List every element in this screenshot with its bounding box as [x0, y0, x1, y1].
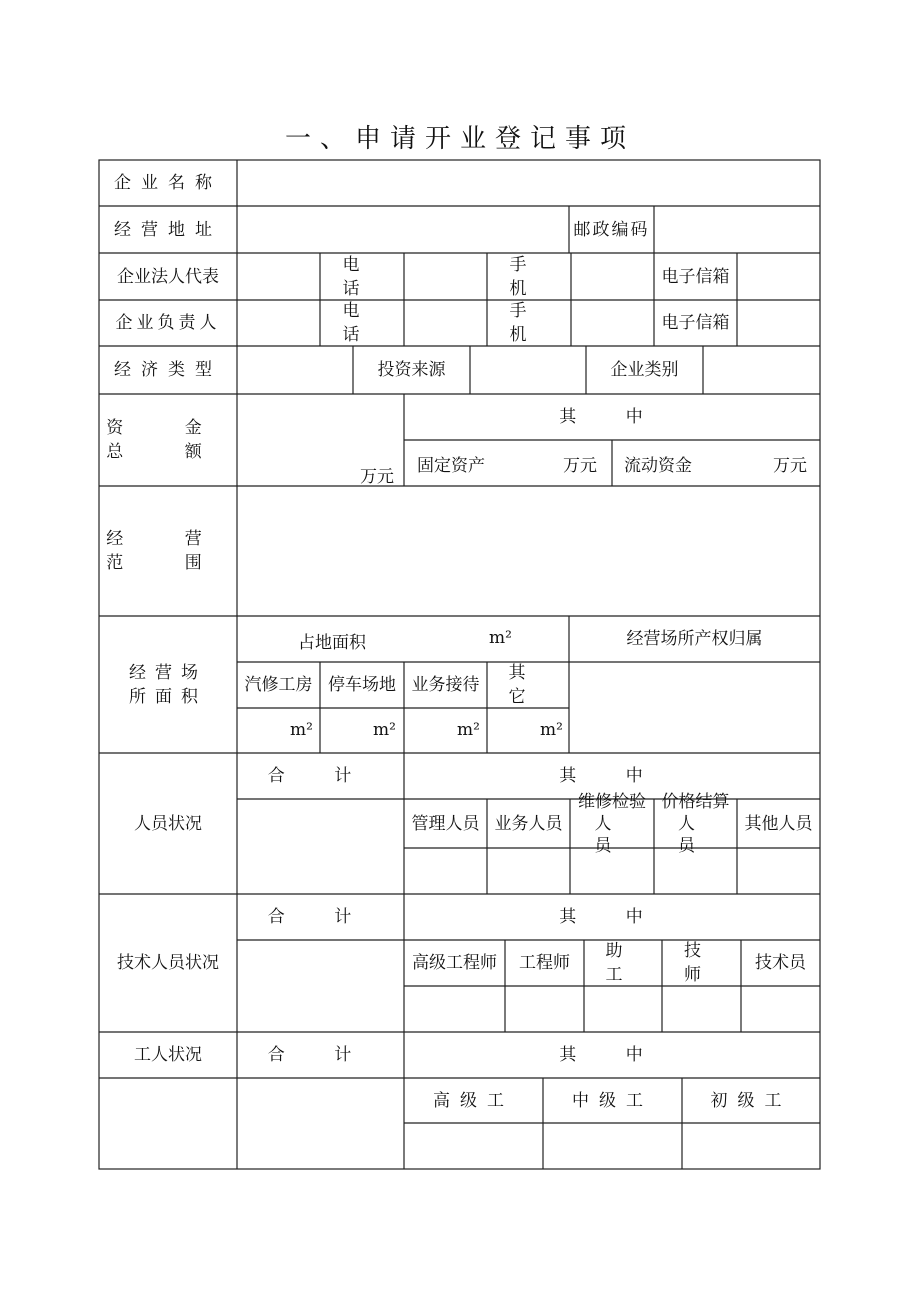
label-investment-source: 投资来源 — [377, 360, 446, 380]
label-premises — [99, 616, 237, 753]
land-area-unit: m² — [489, 628, 512, 648]
label-management-staff: 管理人员 — [411, 813, 480, 834]
company-name-field[interactable] — [237, 160, 820, 206]
technician-field[interactable] — [662, 986, 741, 1032]
label-parking: 停车场地 — [328, 675, 396, 695]
label-business-scope — [99, 486, 237, 616]
tech-total-label: 合 计 — [267, 907, 374, 927]
tech-worker-field[interactable] — [741, 986, 820, 1032]
senior-worker-field[interactable] — [404, 1123, 543, 1169]
repair-staff-field[interactable] — [570, 848, 654, 894]
tech-total-field[interactable] — [237, 940, 404, 1032]
label-land-area: 占地面积 — [298, 633, 366, 653]
label-price-staff — [654, 791, 737, 856]
company-category-field[interactable] — [703, 346, 820, 394]
investment-source-field[interactable] — [470, 346, 586, 394]
mobile-field[interactable] — [571, 253, 654, 300]
manager-field[interactable] — [237, 300, 320, 346]
staff-of-which: 其 中 — [559, 766, 665, 786]
junior-worker-field[interactable] — [682, 1123, 820, 1169]
label-manager: 企业负责人 — [115, 313, 221, 333]
fixed-assets-unit: 万元 — [563, 456, 597, 476]
label-ownership: 经营场所产权归属 — [626, 629, 763, 649]
label-capital-line1: 资 金 — [106, 418, 230, 438]
mobile-field-2[interactable] — [571, 300, 654, 346]
label-premises-line1: 经营场 — [129, 662, 207, 683]
label-mobile: 手 机 — [509, 254, 549, 299]
label-price-staff-line2: 人 员 — [678, 813, 713, 856]
label-workers: 工人状况 — [134, 1045, 202, 1065]
label-intermediate-worker: 中级工 — [572, 1090, 653, 1111]
label-business-staff: 业务人员 — [494, 813, 563, 834]
label-business-scope-line1: 经 营 — [106, 529, 230, 549]
label-phone: 电 话 — [342, 254, 382, 299]
label-junior-worker: 初级工 — [710, 1090, 792, 1111]
email-field-2[interactable] — [737, 300, 820, 346]
legal-rep-field[interactable] — [237, 253, 320, 300]
staff-total-label: 合 计 — [267, 766, 374, 786]
reception-unit: m² — [457, 720, 480, 740]
label-tech-worker: 技术员 — [755, 953, 806, 973]
label-working-capital: 流动资金 — [624, 456, 692, 476]
price-staff-field[interactable] — [654, 848, 737, 894]
label-other-staff: 其他人员 — [744, 813, 813, 834]
label-senior-worker: 高级工 — [433, 1090, 514, 1111]
workers-total-field[interactable] — [237, 1078, 404, 1169]
label-phone-2: 电 话 — [342, 301, 382, 345]
label-capital-line2: 总 额 — [106, 442, 230, 462]
label-workshop: 汽修工房 — [244, 675, 313, 695]
business-scope-field[interactable] — [237, 486, 820, 616]
phone-field-2[interactable] — [404, 300, 487, 346]
ownership-field[interactable] — [569, 662, 820, 753]
other-staff-field[interactable] — [737, 848, 820, 894]
label-technician: 技 师 — [684, 941, 719, 985]
engineer-field[interactable] — [505, 986, 584, 1032]
label-mobile-2: 手 机 — [509, 301, 549, 345]
workers-of-which: 其 中 — [559, 1045, 665, 1065]
assistant-engineer-field[interactable] — [584, 986, 662, 1032]
label-economic-type: 经济类型 — [114, 360, 222, 380]
label-capital — [99, 394, 237, 486]
label-assistant-engineer: 助 工 — [605, 941, 641, 985]
label-repair-staff-line1: 维修检验 — [578, 791, 646, 812]
staff-total-field[interactable] — [237, 799, 404, 894]
economic-type-field[interactable] — [237, 346, 353, 394]
parking-unit: m² — [373, 720, 396, 740]
label-price-staff-line1: 价格结算 — [661, 791, 730, 812]
page-title: 一、申请开业登记事项 — [284, 124, 635, 154]
label-reception: 业务接待 — [411, 675, 480, 695]
label-premises-line2: 所面积 — [129, 686, 207, 707]
management-staff-field[interactable] — [404, 848, 487, 894]
phone-field[interactable] — [404, 253, 487, 300]
label-company-category: 企业类别 — [610, 360, 679, 380]
other-area-unit: m² — [540, 720, 563, 740]
label-postal-code: 邮政编码 — [573, 219, 650, 240]
label-senior-engineer: 高级工程师 — [412, 953, 497, 973]
address-field[interactable] — [237, 206, 569, 253]
label-other-area: 其 它 — [508, 663, 548, 707]
intermediate-worker-field[interactable] — [543, 1123, 682, 1169]
workers-total-label: 合 计 — [267, 1045, 374, 1065]
capital-of-which: 其 中 — [559, 407, 665, 427]
label-tech-staff: 技术人员状况 — [117, 953, 219, 973]
label-email: 电子信箱 — [661, 266, 730, 287]
label-repair-staff — [570, 791, 654, 856]
label-fixed-assets: 固定资产 — [417, 456, 485, 476]
capital-total-unit: 万元 — [360, 467, 394, 487]
workshop-unit: m² — [290, 720, 313, 740]
working-capital-unit: 万元 — [773, 456, 807, 476]
label-business-scope-line2: 范 围 — [106, 553, 230, 573]
label-engineer: 工程师 — [519, 953, 570, 973]
workers-blank-cell[interactable] — [99, 1078, 237, 1169]
label-repair-staff-line2: 人 员 — [594, 813, 630, 856]
label-email-2: 电子信箱 — [661, 313, 730, 333]
label-address: 经营地址 — [114, 219, 222, 240]
label-staff: 人员状况 — [134, 813, 202, 834]
label-legal-rep: 企业法人代表 — [117, 266, 219, 287]
postal-code-field[interactable] — [654, 206, 820, 253]
business-staff-field[interactable] — [487, 848, 570, 894]
senior-engineer-field[interactable] — [404, 986, 505, 1032]
email-field[interactable] — [737, 253, 820, 300]
label-company-name: 企业名称 — [114, 173, 222, 193]
tech-of-which: 其 中 — [559, 907, 665, 927]
